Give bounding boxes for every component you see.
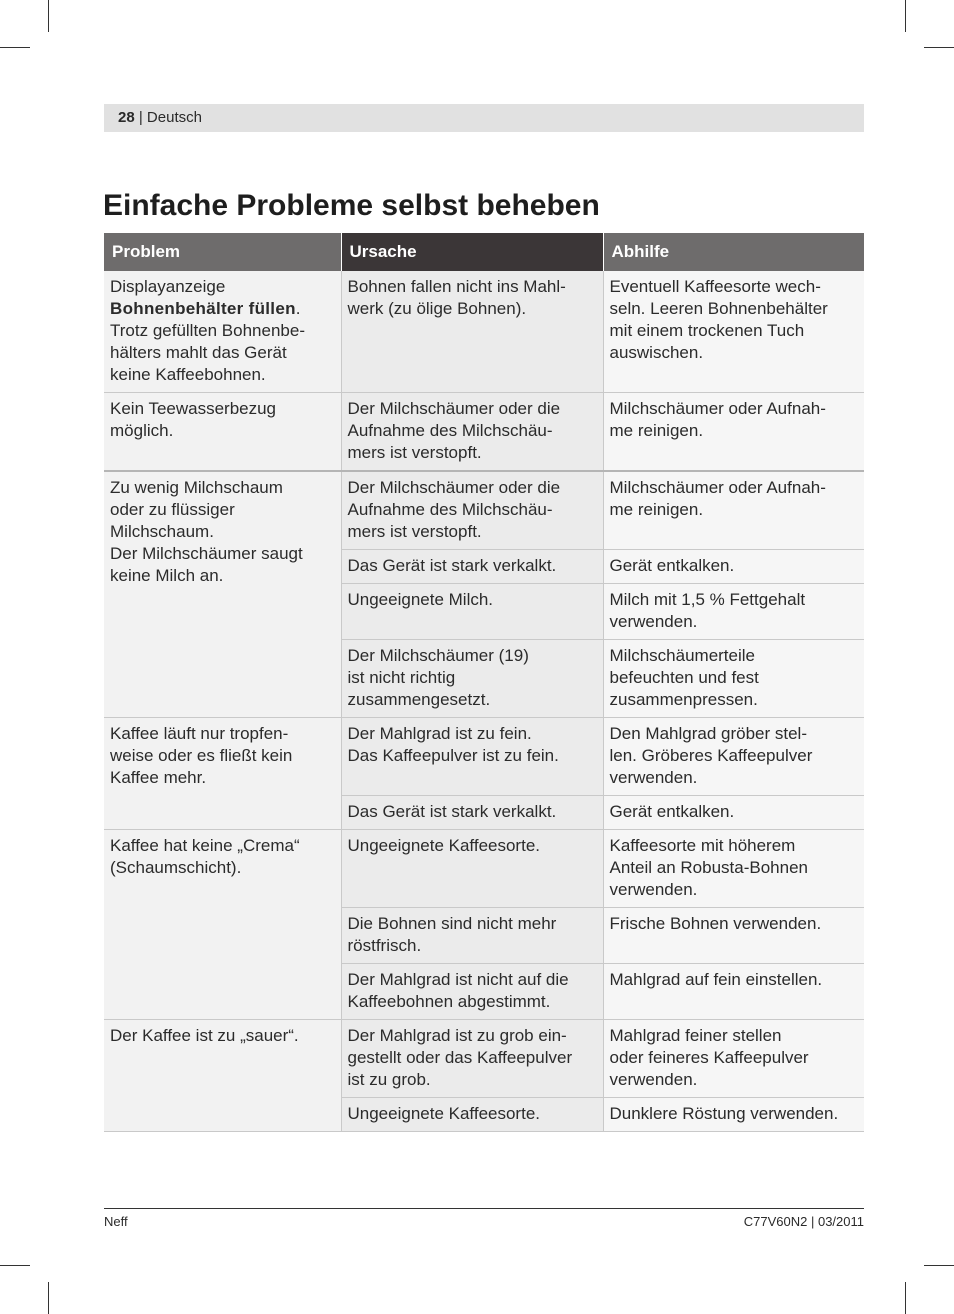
table-header-row bbox=[104, 233, 864, 271]
cause-text: Der Milchschäumer oder die bbox=[347, 399, 561, 418]
cause-cell bbox=[341, 908, 603, 964]
fix-text: Milch mit 1,5 % Fettgehalt bbox=[609, 590, 806, 609]
fix-cell bbox=[603, 393, 864, 472]
problem-cell bbox=[104, 393, 341, 472]
cause-text: Der Mahlgrad ist zu fein. bbox=[347, 724, 532, 743]
cause-text: Der Mahlgrad ist zu grob ein- bbox=[347, 1026, 567, 1045]
problem-text: . bbox=[295, 299, 301, 318]
problem-text: Milchschaum. bbox=[110, 522, 214, 541]
header-language: Deutsch bbox=[146, 109, 202, 126]
fix-text: zusammenpressen. bbox=[609, 690, 758, 709]
fix-text: me reinigen. bbox=[609, 500, 704, 519]
cause-text: Kaffeebohnen abgestimmt. bbox=[347, 992, 551, 1011]
fix-text: Frische Bohnen verwenden. bbox=[609, 914, 822, 933]
problem-text: Kaffee hat keine „Crema“ bbox=[110, 836, 300, 855]
fix-cell bbox=[603, 718, 864, 796]
page-header bbox=[104, 104, 864, 132]
problem-text: keine Milch an. bbox=[110, 566, 224, 585]
crop-mark bbox=[924, 1265, 954, 1266]
fix-text: verwenden. bbox=[609, 1070, 698, 1089]
problem-text: hälters mahlt das Gerät bbox=[110, 343, 287, 362]
header-separator: | bbox=[134, 109, 147, 126]
cause-text: Der Mahlgrad ist nicht auf die bbox=[347, 970, 569, 989]
fix-text: Milchschäumerteile bbox=[609, 646, 755, 665]
fix-text: oder feineres Kaffeepulver bbox=[609, 1048, 809, 1067]
fix-cell bbox=[603, 964, 864, 1020]
cause-text: ist zu grob. bbox=[347, 1070, 431, 1089]
problem-text: keine Kaffeebohnen. bbox=[110, 365, 266, 384]
problem-text: Zu wenig Milchschaum bbox=[110, 478, 283, 497]
fix-text: seln. Leeren Bohnenbehälter bbox=[609, 299, 828, 318]
cause-text: werk (zu ölige Bohnen). bbox=[347, 299, 527, 318]
fix-cell bbox=[603, 796, 864, 830]
problem-text: Der Milchschäumer saugt bbox=[110, 544, 303, 563]
fix-text: auswischen. bbox=[609, 343, 704, 362]
cause-text: Der Milchschäumer oder die bbox=[347, 478, 561, 497]
cause-text: Das Kaffeepulver ist zu fein. bbox=[347, 746, 559, 765]
problem-cell bbox=[104, 830, 341, 1020]
fix-cell bbox=[603, 1020, 864, 1098]
table-row bbox=[104, 830, 864, 908]
cause-cell bbox=[341, 393, 603, 472]
footer-divider bbox=[104, 1208, 864, 1209]
crop-mark bbox=[905, 1282, 906, 1314]
page-title: Einfache Probleme selbst beheben bbox=[103, 189, 600, 222]
fix-text: verwenden. bbox=[609, 880, 698, 899]
cause-text: Das Gerät ist stark verkalkt. bbox=[347, 556, 557, 575]
fix-cell bbox=[603, 271, 864, 393]
cause-text: mers ist verstopft. bbox=[347, 522, 482, 541]
fix-text: Gerät entkalken. bbox=[609, 802, 735, 821]
fix-cell bbox=[603, 640, 864, 718]
cause-text: ist nicht richtig bbox=[347, 668, 456, 687]
crop-mark bbox=[48, 0, 49, 32]
fix-text: Gerät entkalken. bbox=[609, 556, 735, 575]
cause-text: Aufnahme des Milchschäu- bbox=[347, 421, 553, 440]
cause-cell bbox=[341, 1098, 603, 1132]
problem-text: oder zu flüssiger bbox=[110, 500, 235, 519]
fix-text: Milchschäumer oder Aufnah- bbox=[609, 399, 826, 418]
fix-cell bbox=[603, 1098, 864, 1132]
column-header-problem: Problem bbox=[104, 233, 341, 271]
cause-cell bbox=[341, 640, 603, 718]
cause-text: röstfrisch. bbox=[347, 936, 422, 955]
column-header-fix: Abhilfe bbox=[603, 233, 864, 271]
fix-text: Den Mahlgrad gröber stel- bbox=[609, 724, 807, 743]
cause-text: Ungeeignete Kaffeesorte. bbox=[347, 1104, 540, 1123]
problem-cell bbox=[104, 271, 341, 393]
crop-mark bbox=[0, 47, 30, 48]
cause-cell bbox=[341, 1020, 603, 1098]
fix-text: Dunklere Röstung verwenden. bbox=[609, 1104, 839, 1123]
problem-text: Der Kaffee ist zu „sauer“. bbox=[110, 1026, 299, 1045]
fix-text: mit einem trockenen Tuch bbox=[609, 321, 805, 340]
fix-cell bbox=[603, 830, 864, 908]
fix-text: me reinigen. bbox=[609, 421, 704, 440]
table-row bbox=[104, 1020, 864, 1098]
table-row bbox=[104, 393, 864, 472]
crop-mark bbox=[0, 1265, 30, 1266]
crop-mark bbox=[905, 0, 906, 32]
cause-cell bbox=[341, 718, 603, 796]
fix-cell bbox=[603, 471, 864, 550]
fix-cell bbox=[603, 584, 864, 640]
fix-text: befeuchten und fest bbox=[609, 668, 759, 687]
cause-text: Aufnahme des Milchschäu- bbox=[347, 500, 553, 519]
cause-text: gestellt oder das Kaffeepulver bbox=[347, 1048, 573, 1067]
footer-brand: Neff bbox=[104, 1214, 128, 1229]
problem-text: möglich. bbox=[110, 421, 174, 440]
cause-text: zusammengesetzt. bbox=[347, 690, 491, 709]
cause-cell bbox=[341, 271, 603, 393]
fix-text: Mahlgrad auf fein einstellen. bbox=[609, 970, 823, 989]
cause-cell bbox=[341, 550, 603, 584]
cause-text: Die Bohnen sind nicht mehr bbox=[347, 914, 557, 933]
fix-text: Milchschäumer oder Aufnah- bbox=[609, 478, 826, 497]
cause-cell bbox=[341, 830, 603, 908]
troubleshooting-table bbox=[104, 233, 864, 1132]
column-header-cause: Ursache bbox=[341, 233, 603, 271]
problem-text: Kaffee mehr. bbox=[110, 768, 207, 787]
fix-cell bbox=[603, 908, 864, 964]
fix-text: verwenden. bbox=[609, 612, 698, 631]
problem-text: Displayanzeige bbox=[110, 277, 226, 296]
cause-cell bbox=[341, 471, 603, 550]
cause-text: Der Milchschäumer (19) bbox=[347, 646, 529, 665]
fix-text: len. Gröberes Kaffeepulver bbox=[609, 746, 813, 765]
cause-cell bbox=[341, 964, 603, 1020]
crop-mark bbox=[48, 1282, 49, 1314]
problem-text: Kein Teewasserbezug bbox=[110, 399, 277, 418]
footer-model-date: C77V60N2 | 03/2011 bbox=[743, 1214, 864, 1229]
page-number: 28 bbox=[118, 109, 135, 126]
fix-text: Mahlgrad feiner stellen bbox=[609, 1026, 782, 1045]
fix-text: Anteil an Robusta-Bohnen bbox=[609, 858, 808, 877]
cause-text: Ungeeignete Kaffeesorte. bbox=[347, 836, 540, 855]
problem-text: weise oder es fließt kein bbox=[110, 746, 293, 765]
cause-text: Bohnen fallen nicht ins Mahl- bbox=[347, 277, 566, 296]
display-message: Bohnenbehälter füllen bbox=[110, 299, 296, 318]
problem-cell bbox=[104, 471, 341, 718]
problem-cell bbox=[104, 718, 341, 830]
fix-text: Eventuell Kaffeesorte wech- bbox=[609, 277, 821, 296]
crop-mark bbox=[924, 47, 954, 48]
problem-text: (Schaumschicht). bbox=[110, 858, 242, 877]
problem-text: Trotz gefüllten Bohnenbe- bbox=[110, 321, 305, 340]
cause-text: Ungeeignete Milch. bbox=[347, 590, 494, 609]
fix-cell bbox=[603, 550, 864, 584]
problem-cell bbox=[104, 1020, 341, 1132]
cause-cell bbox=[341, 796, 603, 830]
table-row bbox=[104, 718, 864, 796]
table-row bbox=[104, 271, 864, 393]
fix-text: Kaffeesorte mit höherem bbox=[609, 836, 796, 855]
cause-text: mers ist verstopft. bbox=[347, 443, 482, 462]
problem-text: Kaffee läuft nur tropfen- bbox=[110, 724, 289, 743]
table-row bbox=[104, 471, 864, 550]
cause-cell bbox=[341, 584, 603, 640]
cause-text: Das Gerät ist stark verkalkt. bbox=[347, 802, 557, 821]
fix-text: verwenden. bbox=[609, 768, 698, 787]
